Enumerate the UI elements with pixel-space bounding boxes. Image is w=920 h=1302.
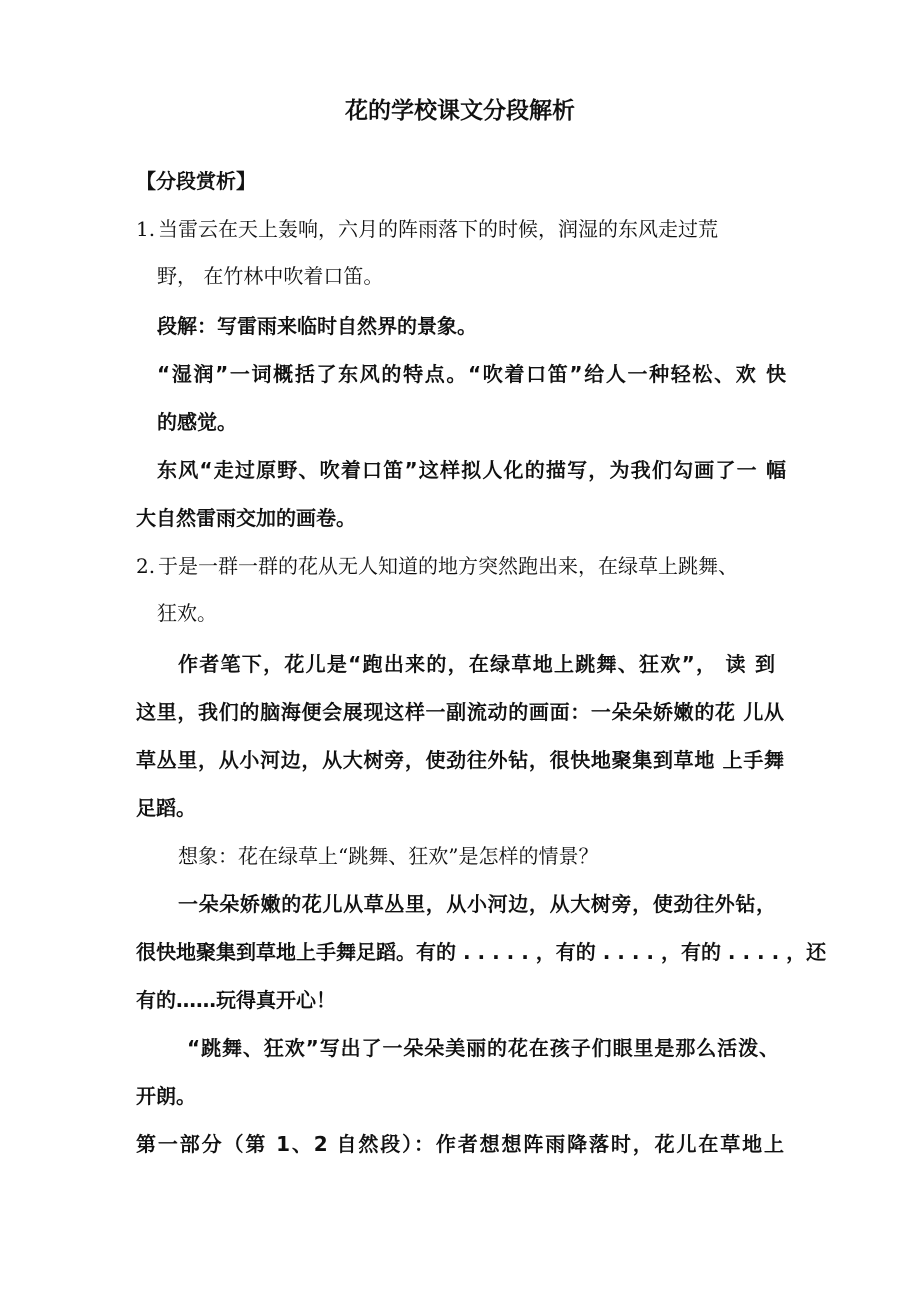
paragraph-2-note-1-line-1: 作者笔下，花儿是“跑出来的，在绿草地上跳舞、狂欢”， 读 到 (178, 652, 775, 676)
paragraph-2-note-1-line-2: 这里，我们的脑海便会展现这样一副流动的画面：一朵朵娇嫩的花 儿从 (136, 700, 784, 724)
paragraph-1-line-2: 野， 在竹林中吹着口笛。 (157, 264, 384, 288)
paragraph-2-text: 于是一群一群的花从无人知道的地方突然跑出来，在绿草上跳舞、 (158, 554, 738, 578)
paragraph-2-number: 2. (136, 554, 156, 578)
paragraph-2-note-2-line-1: “跳舞、狂欢”写出了一朵朵美丽的花在孩子们眼里是那么活泼、 (187, 1036, 779, 1060)
paragraph-1-analysis: 段解：写雷雨来临时自然界的景象。 (157, 314, 477, 338)
paragraph-1-note-1-line-2: 的感觉。 (157, 410, 237, 434)
paragraph-2-answer-line-1: 一朵朵娇嫩的花儿从草丛里，从小河边，从大树旁，使劲往外钻， (178, 892, 776, 916)
paragraph-1-note-2-line-2: 大自然雷雨交加的画卷。 (136, 506, 356, 530)
paragraph-2-line-1 (136, 556, 786, 576)
paragraph-2-note-1-line-3: 草丛里，从小河边，从大树旁，使劲往外钻，很快地聚集到草地 上手舞 (136, 748, 784, 772)
paragraph-2-answer-line-2: 很快地聚集到草地上手舞足蹈。有的 . . . . . ，有的 . . . . ，有的 . . . . ，还 (136, 940, 827, 964)
paragraph-1-note-1-line-1: “湿润”一词概括了东风的特点。“吹着口笛”给人一种轻松、欢 快 (157, 362, 786, 386)
paragraph-2-note-1-line-4: 足蹈。 (136, 796, 196, 820)
section-heading: 【分段赏析】 (136, 169, 256, 193)
paragraph-2-question: 想象：花在绿草上“跳舞、狂欢”是怎样的情景？ (178, 844, 599, 868)
paragraph-1-line-1 (136, 219, 792, 239)
document-title: 花的学校课文分段解析 (345, 98, 575, 124)
paragraph-2-answer-line-3: 有的……玩得真开心！ (136, 988, 336, 1012)
paragraph-2-note-2-line-2: 开朗。 (136, 1084, 196, 1108)
part-1-summary-line-1: 第一部分（第 1、2 自然段）：作者想想阵雨降落时，花儿在草地上 (136, 1132, 784, 1156)
paragraph-1-text: 当雷云在天上轰响，六月的阵雨落下的时候，润湿的东风走过荒 (158, 217, 718, 241)
paragraph-1-note-2-line-1: 东风“走过原野、吹着口笛”这样拟人化的描写，为我们勾画了一 幅 (157, 458, 786, 482)
paragraph-1-number: 1. (136, 217, 156, 241)
paragraph-2-line-2: 狂欢。 (157, 601, 217, 625)
